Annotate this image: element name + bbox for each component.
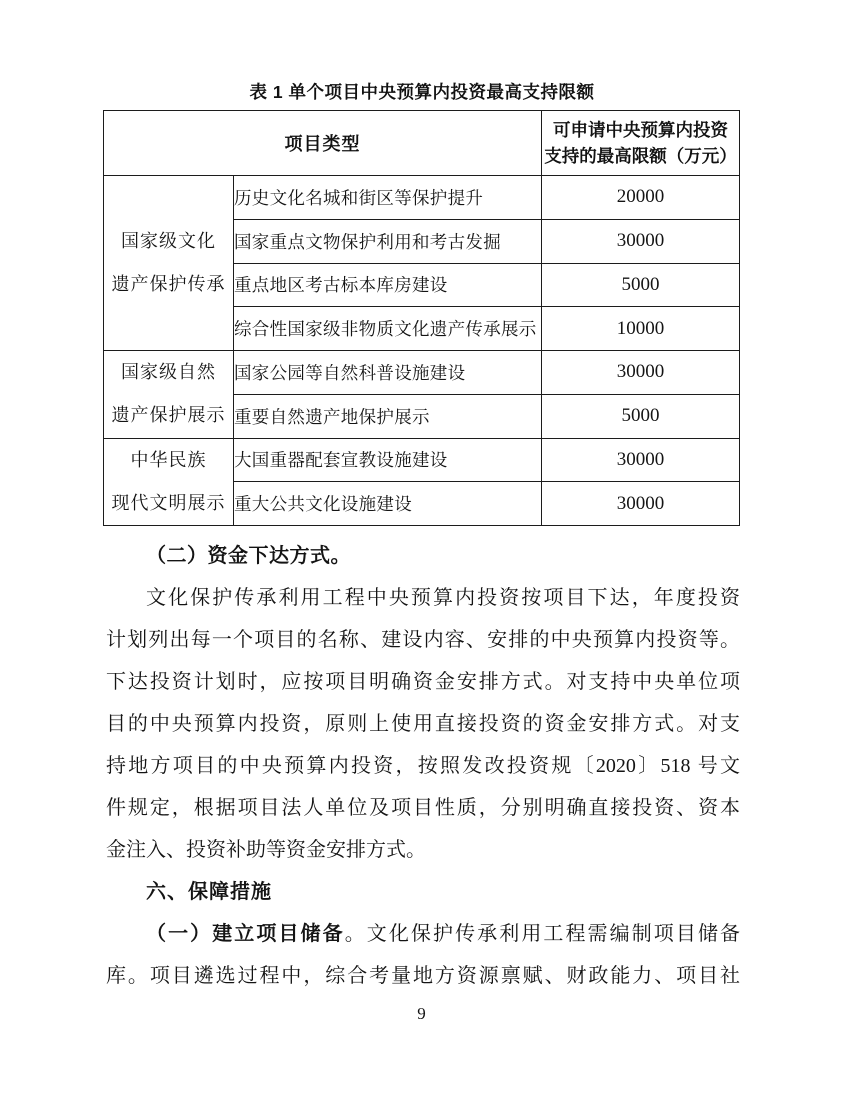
project-category-cell (104, 176, 234, 351)
project-name-cell: 重要自然遗产地保护展示 (234, 394, 542, 438)
table-row (104, 351, 740, 395)
body-text (106, 535, 740, 997)
text-segment: 金注入、投资补助等资金安排方式。 (106, 839, 426, 861)
project-name-cell: 历史文化名城和街区等保护提升 (234, 176, 542, 220)
table-row (104, 176, 740, 220)
project-name-cell: 重点地区考古标本库房建设 (234, 263, 542, 307)
text-segment: 持地方项目的中央预算内投资，按照发改投资规〔2020〕518 号文 (106, 755, 740, 777)
limit-header-line1: 可申请中央预算内投资 (553, 119, 728, 140)
project-name-cell: 国家公园等自然科普设施建设 (234, 351, 542, 395)
amount-cell: 30000 (542, 219, 740, 263)
amount-cell: 30000 (542, 351, 740, 395)
table-title: 表 1 单个项目中央预算内投资最高支持限额 (249, 82, 595, 102)
text-segment: 目的中央预算内投资，原则上使用直接投资的资金安排方式。对支 (106, 713, 740, 735)
body-line (106, 577, 740, 619)
amount-cell: 20000 (542, 176, 740, 220)
amount-cell: 30000 (542, 438, 740, 482)
body-line (106, 829, 740, 871)
body-line (106, 955, 740, 997)
body-line (106, 745, 740, 787)
body-line (106, 661, 740, 703)
sub-heading: （二）资金下达方式。 (146, 545, 351, 567)
category-line: 遗产保护展示 (111, 405, 226, 426)
category-line: 现代文明展示 (111, 492, 226, 513)
table-header-row (104, 111, 740, 176)
body-line (106, 703, 740, 745)
project-category-cell (104, 438, 234, 526)
project-name-cell: 综合性国家级非物质文化遗产传承展示 (234, 307, 542, 351)
bold-text-segment: （一）建立项目储备 (146, 923, 345, 945)
table-row (104, 438, 740, 482)
category-line: 国家级自然 (121, 362, 216, 383)
project-name-cell: 大国重器配套宣教设施建设 (234, 438, 542, 482)
body-line (106, 619, 740, 661)
text-segment: 文化保护传承利用工程中央预算内投资按项目下达，年度投资 (146, 587, 740, 609)
page-number: 9 (417, 1004, 426, 1023)
category-line: 国家级文化 (121, 231, 216, 251)
amount-cell: 10000 (542, 307, 740, 351)
body-line (106, 913, 740, 955)
project-name-cell: 重大公共文化设施建设 (234, 482, 542, 526)
text-segment: 件规定，根据项目法人单位及项目性质，分别明确直接投资、资本 (106, 797, 740, 819)
category-line: 中华民族 (130, 449, 207, 470)
text-segment: 下达投资计划时，应按项目明确资金安排方式。对支持中央单位项 (106, 671, 740, 693)
section-heading: 六、保障措施 (146, 881, 272, 903)
amount-cell: 5000 (542, 394, 740, 438)
project-type-header: 项目类型 (104, 111, 542, 176)
category-line: 遗产保护传承 (111, 274, 226, 294)
text-segment: 计划列出每一个项目的名称、建设内容、安排的中央预算内投资等。 (106, 629, 740, 651)
text-segment: 。文化保护传承利用工程需编制项目储备 (344, 923, 741, 945)
investment-limits-table (103, 110, 740, 526)
body-line (106, 787, 740, 829)
project-category-cell (104, 351, 234, 439)
amount-cell: 5000 (542, 263, 740, 307)
table-body (104, 176, 740, 526)
limit-header (542, 111, 740, 176)
limit-header-line2: 支持的最高限额（万元） (544, 146, 737, 166)
project-name-cell: 国家重点文物保护利用和考古发掘 (234, 219, 542, 263)
table-header (104, 111, 740, 176)
amount-cell: 30000 (542, 482, 740, 526)
text-segment: 库。项目遴选过程中，综合考量地方资源禀赋、财政能力、项目社 (106, 965, 740, 987)
